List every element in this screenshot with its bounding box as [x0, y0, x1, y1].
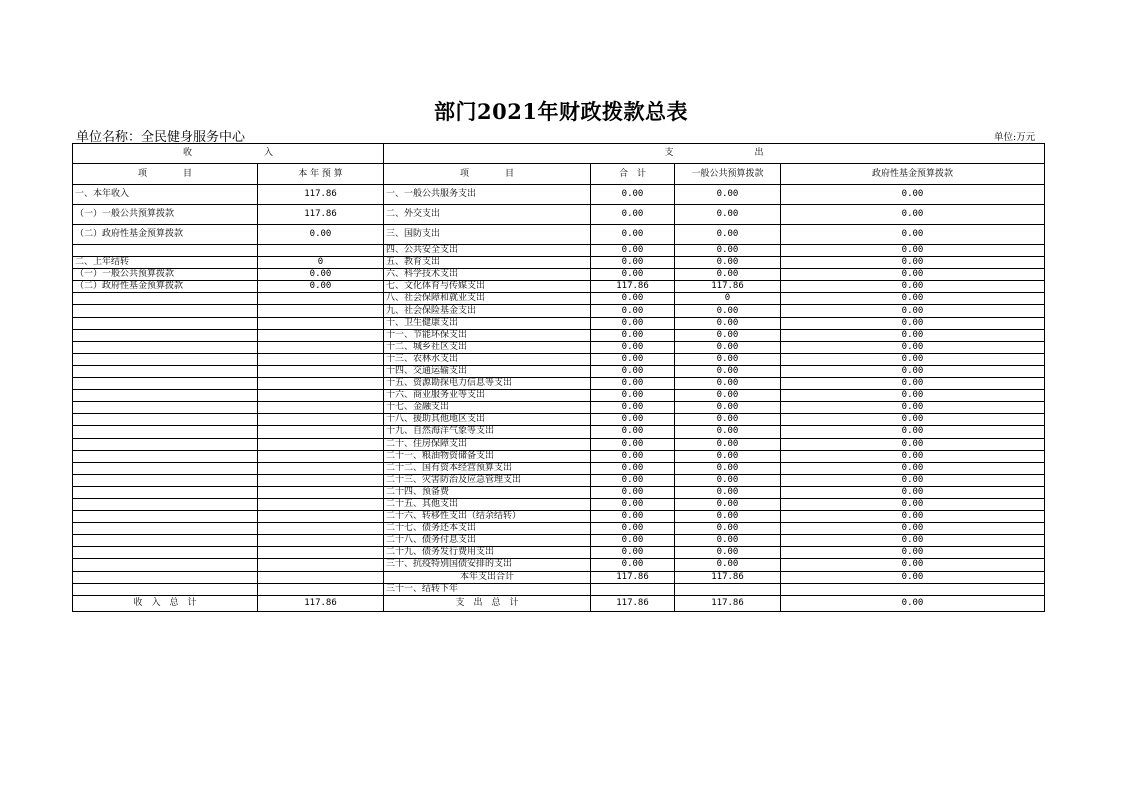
income-item-cell — [73, 511, 258, 523]
income-value-cell — [258, 571, 384, 583]
table-row — [73, 245, 1045, 257]
table-row — [73, 498, 1045, 510]
general-budget-cell: 0.00 — [675, 353, 781, 365]
table-row — [73, 523, 1045, 535]
table-row — [73, 414, 1045, 426]
fund-budget-cell: 0.00 — [781, 225, 1045, 245]
expense-item-cell: 二十三、灾害防治及应急管理支出 — [384, 474, 591, 486]
income-value-cell — [258, 293, 384, 305]
general-budget-cell: 0.00 — [675, 317, 781, 329]
income-value-cell — [258, 523, 384, 535]
general-budget-total: 117.86 — [675, 595, 781, 611]
expense-item-cell: 二十、住房保障支出 — [384, 438, 591, 450]
general-budget-cell: 117.86 — [675, 571, 781, 583]
expense-item-cell: 四、公共安全支出 — [384, 245, 591, 257]
expense-item-cell: 二十二、国有资本经营预算支出 — [384, 462, 591, 474]
table-row — [73, 257, 1045, 269]
expense-total-cell: 117.86 — [591, 571, 675, 583]
expense-item-cell: 二十六、转移性支出（结余结转） — [384, 511, 591, 523]
table-row — [73, 450, 1045, 462]
table-row — [73, 547, 1045, 559]
fund-budget-cell: 0.00 — [781, 426, 1045, 438]
income-item-cell — [73, 414, 258, 426]
general-budget-cell: 0.00 — [675, 378, 781, 390]
general-budget-cell: 0.00 — [675, 390, 781, 402]
expense-total-cell: 0.00 — [591, 225, 675, 245]
general-budget-cell: 0.00 — [675, 474, 781, 486]
income-value-cell: 117.86 — [258, 205, 384, 225]
expense-total-cell: 0.00 — [591, 450, 675, 462]
expense-item-cell: 六、科学技术支出 — [384, 269, 591, 281]
general-budget-cell: 0.00 — [675, 486, 781, 498]
income-value-cell — [258, 583, 384, 595]
general-budget-cell: 0.00 — [675, 225, 781, 245]
budget-table — [72, 143, 1045, 612]
expense-total-cell: 0.00 — [591, 414, 675, 426]
expense-item-cell: 十五、资源勘探电力信息等支出 — [384, 378, 591, 390]
fund-budget-cell: 0.00 — [781, 390, 1045, 402]
expense-item-cell: 十一、节能环保支出 — [384, 329, 591, 341]
income-item-cell: （二）政府性基金预算拨款 — [73, 281, 258, 293]
income-value-cell — [258, 462, 384, 474]
income-item-cell — [73, 390, 258, 402]
table-row — [73, 474, 1045, 486]
income-value-cell — [258, 390, 384, 402]
expense-header: 支 出 — [384, 144, 1045, 164]
fund-budget-cell: 0.00 — [781, 293, 1045, 305]
expense-total-cell: 0.00 — [591, 365, 675, 377]
table-row — [73, 426, 1045, 438]
income-item-cell: （一）一般公共预算拨款 — [73, 205, 258, 225]
income-item-cell — [73, 559, 258, 571]
fund-budget-cell — [781, 583, 1045, 595]
expense-total-cell: 0.00 — [591, 293, 675, 305]
table-row — [73, 438, 1045, 450]
expense-item-cell: 二十七、债务还本支出 — [384, 523, 591, 535]
expense-total-cell: 0.00 — [591, 486, 675, 498]
expense-total-cell: 0.00 — [591, 474, 675, 486]
fund-budget-header: 政府性基金预算拨款 — [781, 164, 1045, 185]
fund-budget-cell: 0.00 — [781, 414, 1045, 426]
table-row — [73, 293, 1045, 305]
expense-total-cell: 0.00 — [591, 390, 675, 402]
expense-item-cell: 十九、自然海洋气象等支出 — [384, 426, 591, 438]
fund-budget-cell: 0.00 — [781, 341, 1045, 353]
table-row — [73, 353, 1045, 365]
expense-total-label: 支 出 总 计 — [384, 595, 591, 611]
fund-budget-cell: 0.00 — [781, 523, 1045, 535]
expense-total-cell: 0.00 — [591, 426, 675, 438]
expense-total-cell: 0.00 — [591, 535, 675, 547]
expense-total-cell: 0.00 — [591, 317, 675, 329]
expense-total-cell — [591, 583, 675, 595]
expense-total-cell: 0.00 — [591, 329, 675, 341]
income-value-cell — [258, 353, 384, 365]
income-budget-header: 本 年 预 算 — [258, 164, 384, 185]
fund-budget-cell: 0.00 — [781, 402, 1045, 414]
expense-total-cell: 0.00 — [591, 511, 675, 523]
income-value-cell — [258, 402, 384, 414]
income-item-cell — [73, 341, 258, 353]
expense-total-cell: 0.00 — [591, 257, 675, 269]
fund-budget-cell: 0.00 — [781, 245, 1045, 257]
table-row — [73, 225, 1045, 245]
income-header: 收 入 — [73, 144, 384, 164]
expense-item-cell: 十四、交通运输支出 — [384, 365, 591, 377]
table-row — [73, 281, 1045, 293]
income-item-cell — [73, 474, 258, 486]
fund-budget-cell: 0.00 — [781, 486, 1045, 498]
income-value-cell — [258, 341, 384, 353]
income-value-cell — [258, 317, 384, 329]
general-budget-cell: 0.00 — [675, 402, 781, 414]
general-budget-cell: 0.00 — [675, 523, 781, 535]
expense-item-cell: 本年支出合计 — [384, 571, 591, 583]
fund-budget-total: 0.00 — [781, 595, 1045, 611]
income-item-cell: 一、本年收入 — [73, 185, 258, 205]
income-item-cell — [73, 450, 258, 462]
general-budget-cell: 0.00 — [675, 305, 781, 317]
expense-item-cell: 十七、金融支出 — [384, 402, 591, 414]
income-item-cell — [73, 305, 258, 317]
expense-total-cell: 0.00 — [591, 245, 675, 257]
expense-total-header: 合 计 — [591, 164, 675, 185]
fund-budget-cell: 0.00 — [781, 329, 1045, 341]
table-row — [73, 185, 1045, 205]
table-row — [73, 269, 1045, 281]
income-value-cell — [258, 245, 384, 257]
expense-item-cell: 二十一、粮油物资储备支出 — [384, 450, 591, 462]
income-value-cell — [258, 535, 384, 547]
unit-name: 单位名称：全民健身服务中心 — [76, 130, 246, 145]
table-row — [73, 559, 1045, 571]
fund-budget-cell: 0.00 — [781, 305, 1045, 317]
unit-label: 单位:万元 — [994, 132, 1036, 143]
income-item-cell — [73, 583, 258, 595]
fund-budget-cell: 0.00 — [781, 559, 1045, 571]
table-row — [73, 317, 1045, 329]
general-budget-cell: 0.00 — [675, 426, 781, 438]
fund-budget-cell: 0.00 — [781, 365, 1045, 377]
fund-budget-cell: 0.00 — [781, 317, 1045, 329]
fund-budget-cell: 0.00 — [781, 450, 1045, 462]
income-value-cell — [258, 365, 384, 377]
fund-budget-cell: 0.00 — [781, 498, 1045, 510]
fund-budget-cell: 0.00 — [781, 535, 1045, 547]
general-budget-cell — [675, 583, 781, 595]
table-row — [73, 535, 1045, 547]
income-item-cell: （二）政府性基金预算拨款 — [73, 225, 258, 245]
expense-total-cell: 0.00 — [591, 378, 675, 390]
income-value-cell — [258, 329, 384, 341]
general-budget-cell: 0.00 — [675, 245, 781, 257]
expense-total-cell: 0.00 — [591, 498, 675, 510]
table-row — [73, 486, 1045, 498]
fund-budget-cell: 0.00 — [781, 353, 1045, 365]
table-row — [73, 329, 1045, 341]
income-total-label: 收 入 总 计 — [73, 595, 258, 611]
general-budget-cell: 0.00 — [675, 341, 781, 353]
income-item-cell — [73, 438, 258, 450]
total-row — [73, 595, 1045, 611]
income-item-header: 项 目 — [73, 164, 258, 185]
income-value-cell — [258, 305, 384, 317]
expense-item-cell: 二十四、预备费 — [384, 486, 591, 498]
income-value-cell — [258, 426, 384, 438]
income-item-cell — [73, 353, 258, 365]
expense-item-cell: 三十一、结转下年 — [384, 583, 591, 595]
income-item-cell — [73, 523, 258, 535]
fund-budget-cell: 0.00 — [781, 378, 1045, 390]
table-row — [73, 402, 1045, 414]
fund-budget-cell: 0.00 — [781, 281, 1045, 293]
table-row — [73, 205, 1045, 225]
expense-total-cell: 0.00 — [591, 341, 675, 353]
general-budget-cell: 0.00 — [675, 269, 781, 281]
expense-total-cell: 0.00 — [591, 462, 675, 474]
income-item-cell — [73, 426, 258, 438]
general-budget-cell: 0.00 — [675, 365, 781, 377]
expense-item-cell: 二十九、债务发行费用支出 — [384, 547, 591, 559]
fund-budget-cell: 0.00 — [781, 462, 1045, 474]
fund-budget-cell: 0.00 — [781, 474, 1045, 486]
table-row — [73, 571, 1045, 583]
income-item-cell: 二、上年结转 — [73, 257, 258, 269]
expense-item-cell: 九、社会保险基金支出 — [384, 305, 591, 317]
table-row — [73, 365, 1045, 377]
income-value-cell — [258, 547, 384, 559]
income-value-cell — [258, 498, 384, 510]
income-item-cell — [73, 245, 258, 257]
expense-item-cell: 十三、农林水支出 — [384, 353, 591, 365]
expense-item-cell: 三十、抗疫特别国债安排的支出 — [384, 559, 591, 571]
table-row — [73, 305, 1045, 317]
fund-budget-cell: 0.00 — [781, 205, 1045, 225]
fund-budget-cell: 0.00 — [781, 269, 1045, 281]
expense-total-cell: 117.86 — [591, 281, 675, 293]
expense-item-cell: 二、外交支出 — [384, 205, 591, 225]
income-item-cell — [73, 378, 258, 390]
income-value-cell — [258, 414, 384, 426]
expense-item-cell: 十八、援助其他地区支出 — [384, 414, 591, 426]
general-budget-cell: 0.00 — [675, 438, 781, 450]
expense-item-cell: 十、卫生健康支出 — [384, 317, 591, 329]
income-item-cell: （一）一般公共预算拨款 — [73, 269, 258, 281]
income-item-cell — [73, 317, 258, 329]
income-value-cell — [258, 511, 384, 523]
income-item-cell — [73, 293, 258, 305]
general-budget-cell: 0.00 — [675, 498, 781, 510]
income-item-cell — [73, 486, 258, 498]
table-row — [73, 511, 1045, 523]
expense-total-cell: 0.00 — [591, 402, 675, 414]
expense-item-cell: 十六、商业服务业等支出 — [384, 390, 591, 402]
general-budget-cell: 0.00 — [675, 257, 781, 269]
income-item-cell — [73, 571, 258, 583]
income-value-cell: 0.00 — [258, 281, 384, 293]
income-item-cell — [73, 402, 258, 414]
expense-total-cell: 0.00 — [591, 185, 675, 205]
income-item-cell — [73, 365, 258, 377]
income-total-value: 117.86 — [258, 595, 384, 611]
table-row — [73, 462, 1045, 474]
expense-grand-total: 117.86 — [591, 595, 675, 611]
general-budget-cell: 0.00 — [675, 547, 781, 559]
fund-budget-cell: 0.00 — [781, 257, 1045, 269]
table-row — [73, 341, 1045, 353]
general-budget-cell: 0.00 — [675, 511, 781, 523]
expense-total-cell: 0.00 — [591, 523, 675, 535]
income-item-cell — [73, 535, 258, 547]
expense-item-cell: 三、国防支出 — [384, 225, 591, 245]
expense-total-cell: 0.00 — [591, 205, 675, 225]
page-title: 部门2021年财政拨款总表 — [434, 99, 688, 124]
general-budget-cell: 0.00 — [675, 414, 781, 426]
expense-item-cell: 五、教育支出 — [384, 257, 591, 269]
expense-total-cell: 0.00 — [591, 559, 675, 571]
fund-budget-cell: 0.00 — [781, 185, 1045, 205]
expense-item-cell: 一、一般公共服务支出 — [384, 185, 591, 205]
income-item-cell — [73, 498, 258, 510]
general-budget-cell: 117.86 — [675, 281, 781, 293]
general-budget-cell: 0.00 — [675, 450, 781, 462]
income-value-cell — [258, 378, 384, 390]
general-budget-cell: 0.00 — [675, 205, 781, 225]
income-item-cell — [73, 547, 258, 559]
expense-total-cell: 0.00 — [591, 438, 675, 450]
table-row — [73, 583, 1045, 595]
general-budget-cell: 0.00 — [675, 559, 781, 571]
expense-total-cell: 0.00 — [591, 269, 675, 281]
income-item-cell — [73, 329, 258, 341]
expense-total-cell: 0.00 — [591, 353, 675, 365]
fund-budget-cell: 0.00 — [781, 511, 1045, 523]
expense-item-cell: 八、社会保障和就业支出 — [384, 293, 591, 305]
expense-item-cell: 二十五、其他支出 — [384, 498, 591, 510]
income-value-cell — [258, 559, 384, 571]
income-value-cell: 117.86 — [258, 185, 384, 205]
table-row — [73, 378, 1045, 390]
expense-total-cell: 0.00 — [591, 547, 675, 559]
general-budget-cell: 0 — [675, 293, 781, 305]
fund-budget-cell: 0.00 — [781, 547, 1045, 559]
general-budget-cell: 0.00 — [675, 329, 781, 341]
table-row — [73, 390, 1045, 402]
income-value-cell: 0.00 — [258, 269, 384, 281]
income-item-cell — [73, 462, 258, 474]
income-value-cell — [258, 450, 384, 462]
income-value-cell: 0 — [258, 257, 384, 269]
income-value-cell — [258, 474, 384, 486]
general-budget-cell: 0.00 — [675, 462, 781, 474]
income-value-cell — [258, 486, 384, 498]
general-budget-cell: 0.00 — [675, 185, 781, 205]
income-value-cell: 0.00 — [258, 225, 384, 245]
expense-item-cell: 七、文化体育与传媒支出 — [384, 281, 591, 293]
expense-item-cell: 二十八、债务付息支出 — [384, 535, 591, 547]
fund-budget-cell: 0.00 — [781, 571, 1045, 583]
general-budget-cell: 0.00 — [675, 535, 781, 547]
general-budget-header: 一般公共预算拨款 — [675, 164, 781, 185]
expense-item-cell: 十二、城乡社区支出 — [384, 341, 591, 353]
income-value-cell — [258, 438, 384, 450]
fund-budget-cell: 0.00 — [781, 438, 1045, 450]
expense-item-header: 项 目 — [384, 164, 591, 185]
expense-total-cell: 0.00 — [591, 305, 675, 317]
